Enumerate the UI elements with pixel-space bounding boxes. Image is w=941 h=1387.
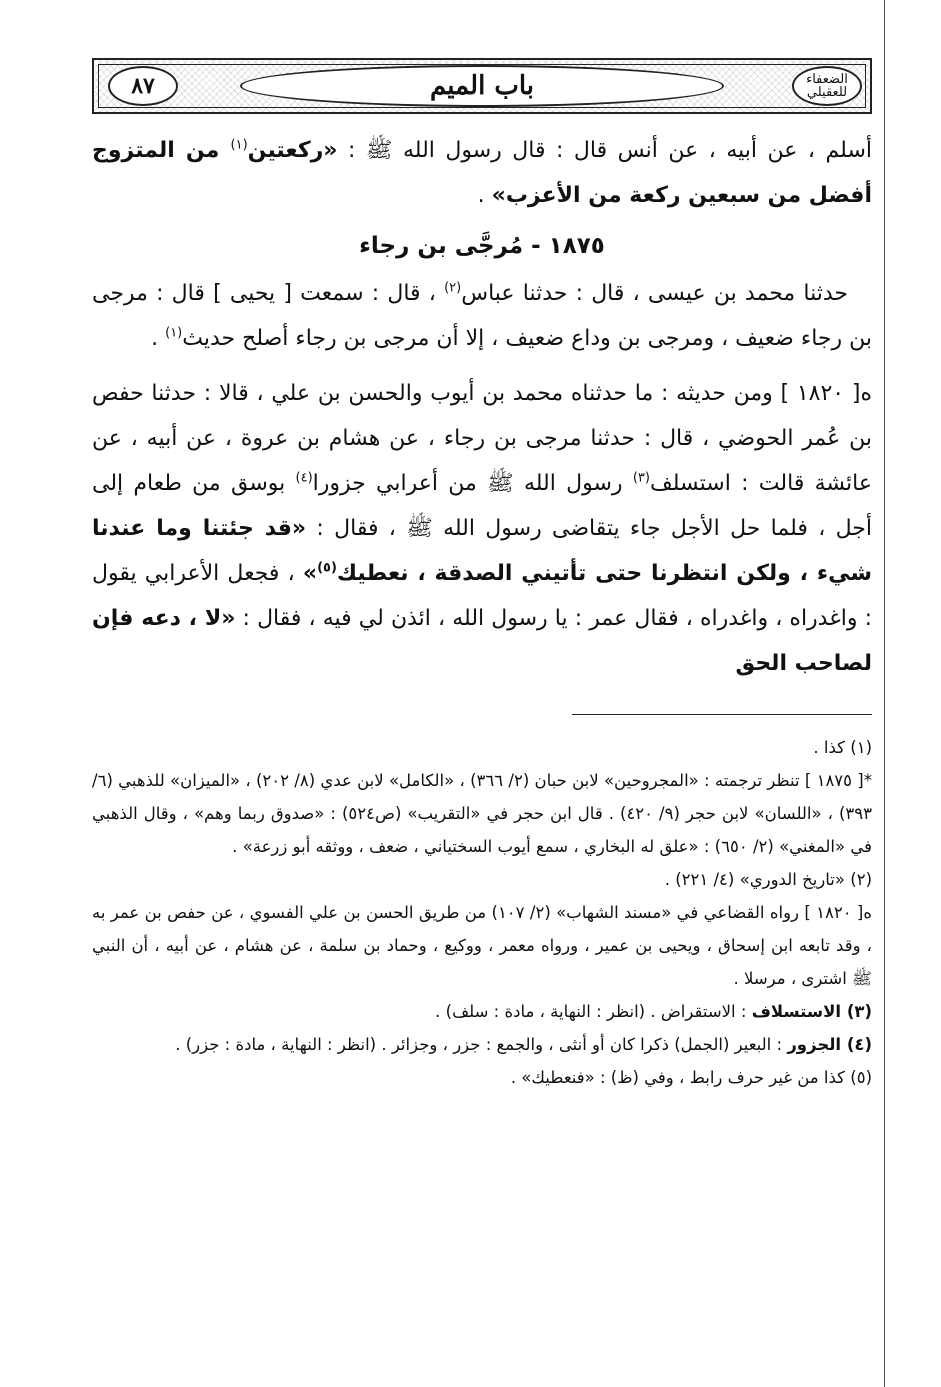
footnote-1: (١) كذا . <box>813 738 872 757</box>
footnote-ref: (٢) <box>444 280 462 296</box>
text-run: . <box>477 183 492 208</box>
entry-heading: ١٨٧٥ - مُرجَّى بن رجاء <box>359 233 605 259</box>
footnotes <box>92 731 872 1094</box>
page <box>92 58 872 1094</box>
hadith-quote: «لا ، دعه فإن لصاحب الحق <box>92 606 872 676</box>
page-edge-line <box>884 0 885 1387</box>
footnote-term: (٣) الاستسلاف <box>751 1002 872 1021</box>
hadith-quote: «ركعتين <box>247 138 338 163</box>
footnote-ref: (١) <box>165 325 183 341</box>
chapter-title-frame <box>240 65 724 107</box>
book-title-emblem <box>792 66 862 106</box>
page-number-badge <box>108 66 178 106</box>
hadith-quote: من المتزوج أفضل من سبعين ركعة من الأعزب» <box>92 138 872 208</box>
footnote-text: : الاستقراض . (انظر : النهاية ، مادة : سلف) . <box>435 1002 752 1021</box>
text-run: . <box>151 326 166 351</box>
footnote-separator <box>572 714 872 715</box>
footnote-ref: (١) <box>230 137 248 153</box>
footnote-term: (٤) الجزور <box>787 1035 872 1054</box>
book-title: الضعفاء للعقيلي <box>806 72 848 100</box>
footnote-3 <box>92 995 872 1028</box>
text-run: ه[ ١٨٢٠ ] ومن حديثه : ما حدثناه محمد بن أيوب والحسن بن علي ، قالا : حدثنا حفص بن عُمر الحوضي ، قال : حدثنا مرجى بن رجاء ، عن هشام بن عروة ، عن أبيه ، عن عائشة قالت : استسلف <box>92 381 872 496</box>
text-run: أسلم ، عن أبيه ، عن أنس قال : قال رسول الله ﷺ : <box>337 138 872 163</box>
text-run: ، قال : سمعت [ يحيى ] قال : مرجى بن رجاء ضعيف ، ومرجى بن وداع ضعيف ، إلا أن مرجى بن رجاء أصلح حديث <box>92 281 872 351</box>
footnote-ref: (٤) <box>295 470 313 486</box>
footnote-text: : البعير (الجمل) ذكرا كان أو أنثى ، والجمع : جزر ، وجزائر . (انظر : النهاية ، مادة : جزر) . <box>175 1035 788 1054</box>
text-run: رسول الله ﷺ من أعرابي جزورا <box>312 471 633 496</box>
text-run: حدثنا محمد بن عيسى ، قال : حدثنا عباس <box>461 281 848 306</box>
text-run: ، فجعل الأعرابي يقول : واغدراه ، واغدراه ، فقال عمر : يا رسول الله ، ائذن لي فيه ، فقال : <box>92 561 872 631</box>
footnote-4 <box>92 1028 872 1061</box>
hadith-quote: «قد جئتنا وما عندنا شيء ، ولكن انتظرنا حتى تأتيني الصدقة ، نعطيك <box>92 516 872 586</box>
footnote-2: (٢) «تاريخ الدوري» (٤/ ٢٢١) . <box>664 870 872 889</box>
text-run: بوسق من طعام إلى أجل ، فلما حل الأجل جاء يتقاضى رسول الله ﷺ ، فقال : <box>92 471 872 541</box>
page-header <box>92 58 872 114</box>
footnote-entry-1875: *[ ١٨٧٥ ] تنظر ترجمته : «المجروحين» لابن حبان (٢/ ٣٦٦) ، «الكامل» لابن عدي (٨/ ٢٠٢) ، «الميزان» للذهبي (٦/ ٣٩٣) ، «اللسان» لابن حجر (٩/ ٤٢٠) . قال ابن حجر في «التقريب» (ص٥٢٤) : «صدوق ربما وهم» ، وقال الذهبي في «المغني» (٢/ ٦٥٠) : «علق له البخاري ، سمع أيوب السختياني ، ضعف ، ووثقه أبو زرعة» . <box>92 771 872 856</box>
paragraph-hadith-continued <box>92 128 872 218</box>
footnote-ref: (٥) <box>317 560 337 576</box>
paragraph-hadith-1820 <box>92 371 872 686</box>
footnote-ref: (٣) <box>632 470 650 486</box>
paragraph-narration <box>92 271 872 361</box>
chapter-title: باب الميم <box>430 71 535 101</box>
hadith-quote: » <box>302 561 318 586</box>
page-number: ٨٧ <box>131 73 155 99</box>
footnote-entry-1820: ه[ ١٨٢٠ ] رواه القضاعي في «مسند الشهاب» (٢/ ١٠٧) من طريق الحسن بن علي الفسوي ، عن حفص بن عمر به ، وقد تابعه ابن إسحاق ، ويحيى بن عمير ، ورواه معمر ، ووكيع ، وحماد بن سلمة ، عن هشام ، عن أبيه ، أن النبي ﷺ اشترى ، مرسلا . <box>92 903 873 988</box>
footnote-5: (٥) كذا من غير حرف رابط ، وفي (ظ) : «فنعطيك» . <box>510 1068 872 1087</box>
